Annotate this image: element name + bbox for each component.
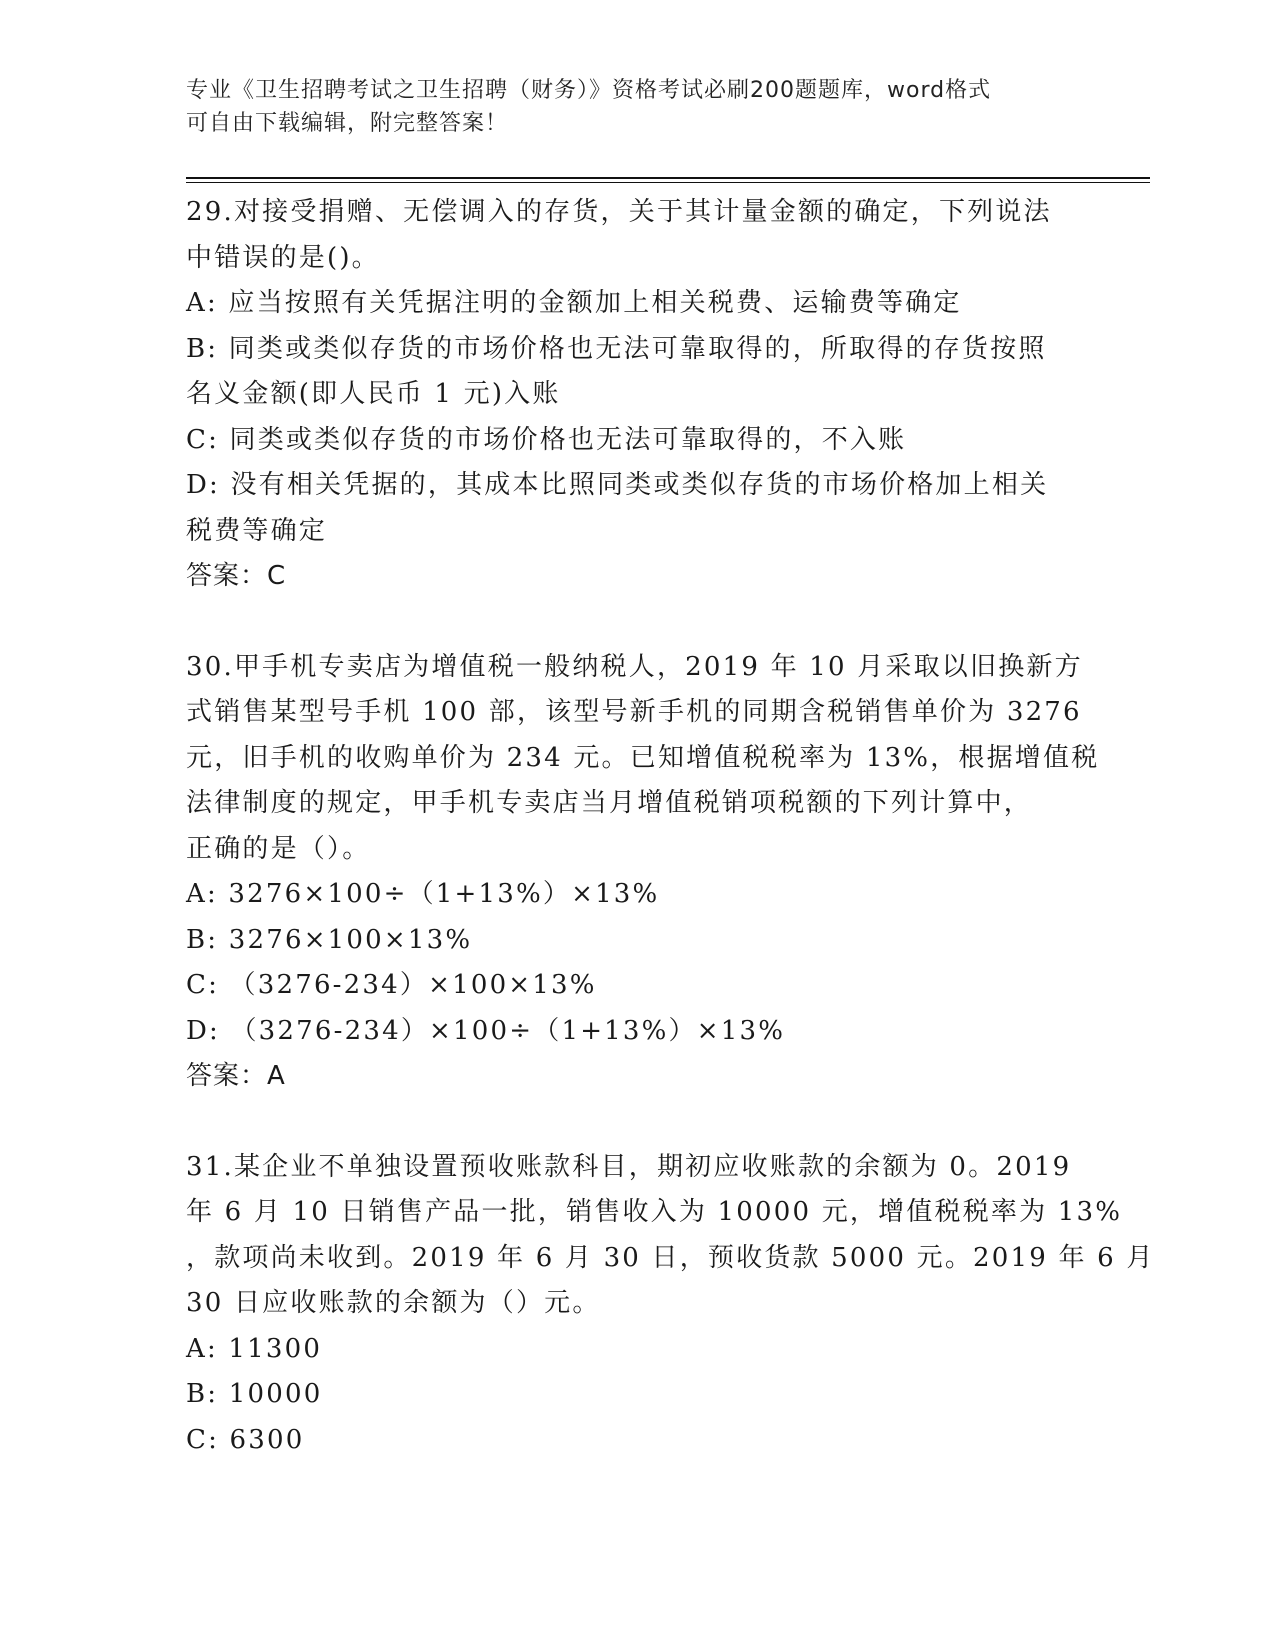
question-list bbox=[186, 190, 1155, 1463]
option-d: D: （3276-234）×100÷（1+13%）×13% bbox=[186, 1015, 786, 1046]
question-text-line: 30.甲手机专卖店为增值税一般纳税人，2019 年 10 月采取以旧换新方 bbox=[186, 651, 1083, 682]
question-text-line: 元，旧手机的收购单价为 234 元。已知增值税税率为 13%，根据增值税 bbox=[186, 742, 1100, 773]
question-text-line: 法律制度的规定，甲手机专卖店当月增值税销项税额的下列计算中， bbox=[186, 788, 1033, 818]
option-b-continued: 名义金额(即人民币 1 元)入账 bbox=[186, 379, 561, 409]
question-text-line: 正确的是（）。 bbox=[186, 833, 371, 864]
option-a: A: 11300 bbox=[186, 1333, 323, 1364]
question-text-line: 29.对接受捐赠、无偿调入的存货，关于其计量金额的确定，下列说法 bbox=[186, 197, 1052, 227]
question-text-line: 30 日应收账款的余额为（）元。 bbox=[186, 1288, 601, 1318]
option-d-continued: 税费等确定 bbox=[186, 515, 328, 546]
question-29 bbox=[186, 190, 1086, 600]
option-c: C: 同类或类似存货的市场价格也无法可靠取得的，不入账 bbox=[186, 424, 907, 455]
document-header bbox=[186, 74, 1066, 140]
option-c: C: 6300 bbox=[186, 1424, 305, 1455]
question-30 bbox=[186, 645, 1100, 1100]
question-31 bbox=[186, 1145, 1155, 1464]
option-d: D: 没有相关凭据的，其成本比照同类或类似存货的市场价格加上相关 bbox=[186, 470, 1049, 500]
option-b: B: 10000 bbox=[186, 1379, 323, 1409]
option-b: B: 同类或类似存货的市场价格也无法可靠取得的，所取得的存货按照 bbox=[186, 333, 1047, 364]
option-a: A: 3276×100÷（1+13%）×13% bbox=[186, 879, 660, 909]
header-line-2: 可自由下载编辑，附完整答案！ bbox=[186, 111, 509, 136]
header-rule-thin bbox=[186, 182, 1150, 183]
question-text-line: 式销售某型号手机 100 部，该型号新手机的同期含税销售单价为 3276 bbox=[186, 697, 1082, 727]
header-line-1: 专业《卫生招聘考试之卫生招聘（财务）》资格考试必刷200题题库，word格式 bbox=[186, 78, 992, 103]
question-text-line: 中错误的是()。 bbox=[186, 242, 380, 273]
option-c: C: （3276-234）×100×13% bbox=[186, 970, 597, 1000]
option-a: A: 应当按照有关凭据注明的金额加上相关税费、运输费等确定 bbox=[186, 288, 962, 318]
question-text-line: ，款项尚未收到。2019 年 6 月 30 日，预收货款 5000 元。2019 年 6 月 bbox=[186, 1242, 1155, 1273]
header-rule-thick bbox=[186, 177, 1150, 179]
answer-label: 答案：A bbox=[186, 1061, 286, 1091]
answer-label: 答案：C bbox=[186, 561, 287, 591]
question-text-line: 31.某企业不单独设置预收账款科目，期初应收账款的余额为 0。2019 bbox=[186, 1151, 1072, 1182]
question-text-line: 年 6 月 10 日销售产品一批，销售收入为 10000 元，增值税税率为 13% bbox=[186, 1197, 1123, 1227]
option-b: B: 3276×100×13% bbox=[186, 924, 473, 955]
